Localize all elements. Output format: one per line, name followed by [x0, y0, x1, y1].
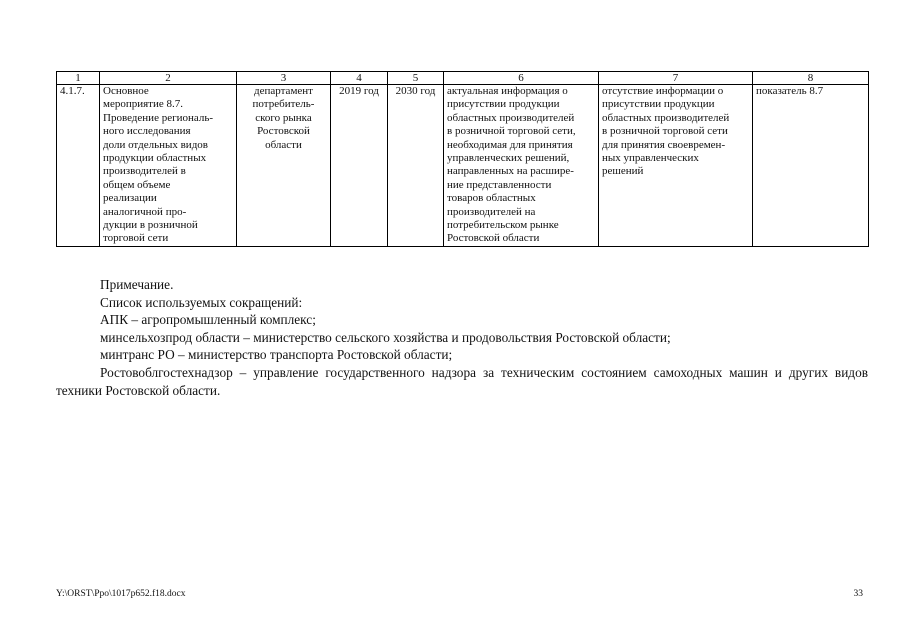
cell-line: продукции областных [103, 152, 207, 165]
cell-line: потребительском рынке [447, 219, 559, 232]
cell-line: товаров областных [447, 192, 536, 205]
row-number-cell: 4.1.7. [57, 85, 100, 247]
cell-line: мероприятие 8.7. [103, 98, 184, 111]
cell-line: отсутствие информации о [602, 85, 724, 97]
cell-line: необходимая для принятия [447, 138, 573, 151]
abbreviation-item: АПК – агропромышленный комплекс; [100, 312, 316, 328]
measure-name-cell [100, 85, 237, 247]
header-col-1: 1 [57, 72, 100, 85]
header-col-4: 4 [331, 72, 388, 85]
header-row [57, 72, 869, 85]
start-year-cell: 2019 год [331, 85, 388, 247]
cell-line: управленческих решений, [447, 152, 570, 165]
abbreviation-item: Ростовоблгостехнадзор – управление государственного надзора за техническим состоянием самоходных машин и других видов техники Ростовской области. [56, 364, 868, 398]
cell-line: доли отдельных видов [103, 138, 208, 151]
cell-line: в розничной торговой сети, [447, 125, 576, 138]
expected-result-cell [444, 85, 599, 247]
cell-line: аналогичной про- [103, 205, 187, 218]
cell-line: общем объеме [103, 178, 171, 191]
cell-line: ние представленности [447, 178, 552, 191]
cell-line: областных производителей [447, 111, 575, 124]
cell-line: области [265, 138, 302, 151]
consequences-cell [599, 85, 753, 247]
cell-line: ского рынка [255, 111, 312, 124]
abbreviations-title: Список используемых сокращений: [100, 294, 303, 310]
cell-line: дукции в розничной [103, 219, 198, 232]
indicator-cell: показатель 8.7 [753, 85, 869, 247]
cell-line: производителей на [447, 205, 536, 218]
page-number: 33 [853, 589, 863, 599]
cell-line: решений [602, 165, 644, 178]
cell-line: областных производителей [602, 111, 730, 124]
cell-line: Ростовской области [447, 232, 540, 245]
abbreviation-item: минсельхозпрод области – министерство сельского хозяйства и продовольствия Ростовской области; [100, 329, 671, 345]
executor-cell [237, 85, 331, 247]
cell-line: присутствии продукции [447, 98, 560, 111]
cell-line: для принятия своевремен- [602, 138, 726, 151]
cell-line: Ростовской [257, 125, 310, 138]
notes-section [56, 276, 868, 399]
header-col-5: 5 [388, 72, 444, 85]
cell-line: потребитель- [252, 98, 315, 111]
cell-line: Проведение региональ- [103, 111, 214, 124]
cell-line: реализации [103, 192, 157, 205]
cell-line: производителей в [103, 165, 186, 178]
header-col-2: 2 [100, 72, 237, 85]
header-col-8: 8 [753, 72, 869, 85]
cell-line: ного исследования [103, 125, 191, 138]
header-col-7: 7 [599, 72, 753, 85]
cell-line: присутствии продукции [602, 98, 715, 111]
cell-line: направленных на расшире- [447, 165, 574, 178]
header-col-6: 6 [444, 72, 599, 85]
table-row [57, 85, 869, 247]
notes-title: Примечание. [100, 277, 174, 292]
document-table [56, 71, 869, 247]
cell-line: актуальная информация о [447, 85, 568, 97]
cell-line: торговой сети [103, 232, 169, 245]
cell-line: в розничной торговой сети [602, 125, 728, 138]
cell-line: Основное [103, 85, 149, 97]
cell-line: ных управленческих [602, 152, 699, 165]
cell-line: департамент [254, 85, 313, 97]
header-col-3: 3 [237, 72, 331, 85]
end-year-cell: 2030 год [388, 85, 444, 247]
abbreviation-item: минтранс РО – министерство транспорта Ростовской области; [100, 347, 453, 363]
footer-file-path: Y:\ORST\Ppo\1017p652.f18.docx [56, 589, 186, 599]
